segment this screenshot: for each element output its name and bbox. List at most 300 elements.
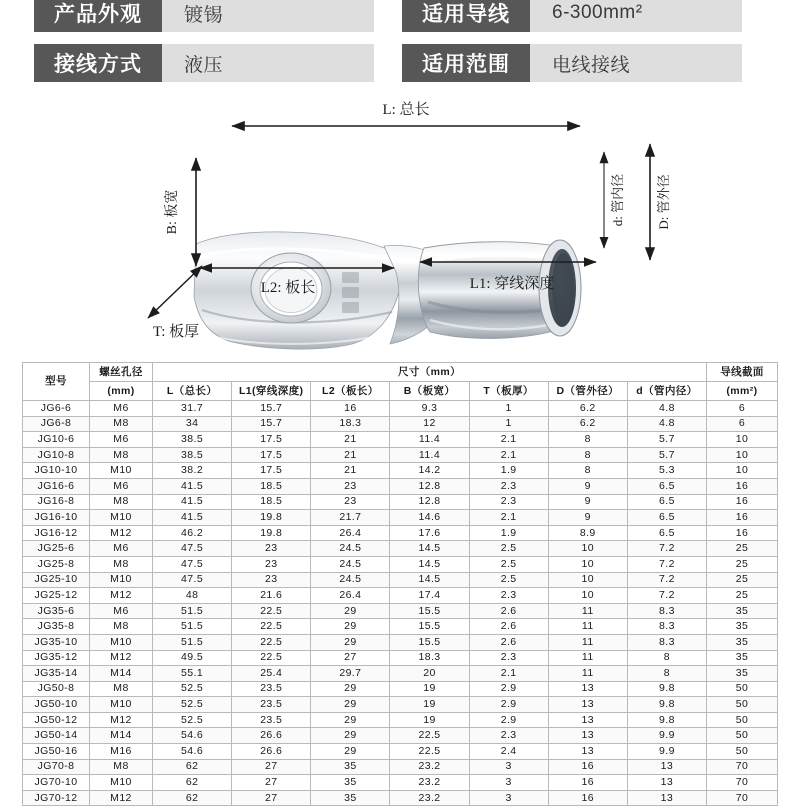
cell-section: 35 xyxy=(707,650,778,666)
cell-T: 2.4 xyxy=(469,744,548,760)
cell-L: 52.5 xyxy=(153,697,232,713)
table-row xyxy=(23,666,778,682)
cell-D: 11 xyxy=(548,650,627,666)
cell-T: 1 xyxy=(469,416,548,432)
cell-D: 11 xyxy=(548,603,627,619)
cell-L: 47.5 xyxy=(153,541,232,557)
cell-section: 50 xyxy=(707,744,778,760)
cell-d: 6.5 xyxy=(627,494,706,510)
cell-screw-hole: M12 xyxy=(90,650,153,666)
cell-D: 10 xyxy=(548,588,627,604)
table-row xyxy=(23,463,778,479)
cell-L: 49.5 xyxy=(153,650,232,666)
cell-T: 1 xyxy=(469,401,548,417)
cell-section: 50 xyxy=(707,681,778,697)
cell-model: JG16-6 xyxy=(23,478,90,494)
cell-D: 6.2 xyxy=(548,401,627,417)
cell-screw-hole: M16 xyxy=(90,744,153,760)
cell-B: 19 xyxy=(390,681,469,697)
spec-badge-key: 适用导线 xyxy=(402,0,530,32)
cell-screw-hole: M6 xyxy=(90,401,153,417)
cell-L: 46.2 xyxy=(153,525,232,541)
cell-section: 6 xyxy=(707,416,778,432)
cell-L: 62 xyxy=(153,790,232,806)
cell-model: JG35-6 xyxy=(23,603,90,619)
cell-B: 22.5 xyxy=(390,744,469,760)
cell-section: 25 xyxy=(707,588,778,604)
table-head-row-1 xyxy=(23,363,778,382)
cell-model: JG16-10 xyxy=(23,510,90,526)
cell-L2: 35 xyxy=(311,790,390,806)
cell-L: 62 xyxy=(153,759,232,775)
cell-L: 38.5 xyxy=(153,447,232,463)
dimension-total-length xyxy=(232,101,580,126)
cell-D: 11 xyxy=(548,619,627,635)
spec-badge xyxy=(402,44,742,82)
cell-D: 10 xyxy=(548,572,627,588)
cell-section: 70 xyxy=(707,759,778,775)
cell-section: 35 xyxy=(707,619,778,635)
cell-L1: 27 xyxy=(232,759,311,775)
cell-screw-hole: M10 xyxy=(90,463,153,479)
cell-section: 25 xyxy=(707,556,778,572)
product-diagram xyxy=(0,96,800,354)
table-row xyxy=(23,556,778,572)
dimension-plate-width xyxy=(163,158,196,266)
cell-B: 17.4 xyxy=(390,588,469,604)
cell-model: JG35-12 xyxy=(23,650,90,666)
cell-L: 31.7 xyxy=(153,401,232,417)
cell-section: 10 xyxy=(707,432,778,448)
cell-B: 15.5 xyxy=(390,619,469,635)
cell-model: JG50-16 xyxy=(23,744,90,760)
spec-badge-value: 6-300mm² xyxy=(530,0,742,32)
cell-L: 55.1 xyxy=(153,666,232,682)
cell-d: 4.8 xyxy=(627,401,706,417)
cell-D: 16 xyxy=(548,775,627,791)
cell-L1: 23 xyxy=(232,572,311,588)
cell-model: JG50-10 xyxy=(23,697,90,713)
cell-T: 2.9 xyxy=(469,697,548,713)
cell-L1: 15.7 xyxy=(232,401,311,417)
col-header-T: T（板厚） xyxy=(469,382,548,401)
cell-d: 9.8 xyxy=(627,697,706,713)
col-header-d: d（管内径） xyxy=(627,382,706,401)
cell-L: 51.5 xyxy=(153,603,232,619)
cell-d: 7.2 xyxy=(627,541,706,557)
cell-screw-hole: M8 xyxy=(90,759,153,775)
cell-section: 50 xyxy=(707,728,778,744)
spec-badge-value: 电线接线 xyxy=(530,44,742,82)
cell-d: 13 xyxy=(627,790,706,806)
col-header-L2: L2（板长） xyxy=(311,382,390,401)
cell-T: 2.6 xyxy=(469,619,548,635)
cell-d: 6.5 xyxy=(627,510,706,526)
cell-model: JG70-12 xyxy=(23,790,90,806)
cell-screw-hole: M14 xyxy=(90,666,153,682)
cell-T: 2.9 xyxy=(469,712,548,728)
label-wire-depth: L1: 穿线深度 xyxy=(469,276,555,292)
table-row xyxy=(23,650,778,666)
cell-d: 8 xyxy=(627,666,706,682)
cell-section: 10 xyxy=(707,463,778,479)
cell-section: 16 xyxy=(707,478,778,494)
cell-B: 14.5 xyxy=(390,556,469,572)
cell-screw-hole: M8 xyxy=(90,494,153,510)
cell-T: 2.5 xyxy=(469,572,548,588)
cell-L1: 23.5 xyxy=(232,697,311,713)
cell-B: 14.5 xyxy=(390,541,469,557)
cell-B: 22.5 xyxy=(390,728,469,744)
cell-L: 54.6 xyxy=(153,728,232,744)
cell-D: 8 xyxy=(548,463,627,479)
cell-d: 7.2 xyxy=(627,556,706,572)
col-header-D: D（管外径） xyxy=(548,382,627,401)
cell-d: 13 xyxy=(627,775,706,791)
cell-model: JG6-6 xyxy=(23,401,90,417)
cell-L: 41.5 xyxy=(153,494,232,510)
cell-d: 8.3 xyxy=(627,603,706,619)
table-row xyxy=(23,401,778,417)
cell-D: 13 xyxy=(548,712,627,728)
cell-D: 13 xyxy=(548,728,627,744)
cell-model: JG50-14 xyxy=(23,728,90,744)
cell-screw-hole: M8 xyxy=(90,447,153,463)
cell-T: 2.3 xyxy=(469,478,548,494)
cell-section: 35 xyxy=(707,666,778,682)
table-row xyxy=(23,790,778,806)
cell-B: 14.6 xyxy=(390,510,469,526)
cell-L1: 23 xyxy=(232,541,311,557)
col-header-L1: L1(穿线深度) xyxy=(232,382,311,401)
cell-T: 1.9 xyxy=(469,463,548,479)
spec-badge-key: 适用范围 xyxy=(402,44,530,82)
cell-T: 1.9 xyxy=(469,525,548,541)
cell-L2: 29.7 xyxy=(311,666,390,682)
cell-B: 15.5 xyxy=(390,603,469,619)
cell-D: 13 xyxy=(548,744,627,760)
cell-L: 62 xyxy=(153,775,232,791)
cell-T: 2.3 xyxy=(469,650,548,666)
cell-D: 6.2 xyxy=(548,416,627,432)
cell-L1: 23 xyxy=(232,556,311,572)
cell-B: 19 xyxy=(390,712,469,728)
cell-model: JG50-12 xyxy=(23,712,90,728)
cell-model: JG35-10 xyxy=(23,634,90,650)
cell-section: 70 xyxy=(707,775,778,791)
cell-screw-hole: M8 xyxy=(90,556,153,572)
cell-model: JG10-6 xyxy=(23,432,90,448)
cell-D: 8 xyxy=(548,432,627,448)
cell-d: 6.5 xyxy=(627,478,706,494)
table-head xyxy=(23,363,778,401)
cell-L: 47.5 xyxy=(153,556,232,572)
cell-d: 5.3 xyxy=(627,463,706,479)
table-row xyxy=(23,510,778,526)
cell-L2: 24.5 xyxy=(311,556,390,572)
table-row xyxy=(23,712,778,728)
table-head-row-2 xyxy=(23,382,778,401)
cell-L2: 26.4 xyxy=(311,525,390,541)
cell-L2: 23 xyxy=(311,478,390,494)
cell-B: 23.2 xyxy=(390,759,469,775)
cell-T: 2.5 xyxy=(469,556,548,572)
table-row xyxy=(23,572,778,588)
label-plate-length: L2: 板长 xyxy=(260,280,316,296)
cell-L1: 17.5 xyxy=(232,463,311,479)
cell-D: 16 xyxy=(548,790,627,806)
table-row xyxy=(23,494,778,510)
cell-L1: 18.5 xyxy=(232,494,311,510)
cell-L1: 23.5 xyxy=(232,681,311,697)
table-row xyxy=(23,416,778,432)
cell-L2: 21 xyxy=(311,447,390,463)
cell-D: 11 xyxy=(548,634,627,650)
col-header-L: L（总长） xyxy=(153,382,232,401)
cell-T: 2.6 xyxy=(469,634,548,650)
cell-screw-hole: M6 xyxy=(90,478,153,494)
cell-L: 34 xyxy=(153,416,232,432)
cell-L2: 29 xyxy=(311,603,390,619)
cell-L: 48 xyxy=(153,588,232,604)
cell-model: JG70-8 xyxy=(23,759,90,775)
table-row xyxy=(23,619,778,635)
table-row xyxy=(23,728,778,744)
cell-T: 3 xyxy=(469,775,548,791)
cell-model: JG25-12 xyxy=(23,588,90,604)
cell-model: JG16-12 xyxy=(23,525,90,541)
cell-L2: 23 xyxy=(311,494,390,510)
cell-d: 8.3 xyxy=(627,619,706,635)
cell-d: 7.2 xyxy=(627,572,706,588)
cell-D: 8.9 xyxy=(548,525,627,541)
cell-screw-hole: M12 xyxy=(90,790,153,806)
cell-T: 2.3 xyxy=(469,728,548,744)
cell-D: 9 xyxy=(548,494,627,510)
cell-model: JG16-8 xyxy=(23,494,90,510)
cell-L1: 26.6 xyxy=(232,728,311,744)
cell-T: 2.3 xyxy=(469,494,548,510)
cell-L2: 27 xyxy=(311,650,390,666)
cell-L1: 17.5 xyxy=(232,432,311,448)
table-row xyxy=(23,525,778,541)
cell-T: 2.1 xyxy=(469,666,548,682)
table-row xyxy=(23,744,778,760)
cell-L2: 29 xyxy=(311,681,390,697)
cell-screw-hole: M10 xyxy=(90,634,153,650)
table-row xyxy=(23,759,778,775)
cell-section: 70 xyxy=(707,790,778,806)
cell-D: 13 xyxy=(548,681,627,697)
cell-screw-hole: M10 xyxy=(90,510,153,526)
dimension-outer-diameter xyxy=(650,144,671,260)
cell-d: 8 xyxy=(627,650,706,666)
spec-badge-key: 产品外观 xyxy=(34,0,162,32)
cell-section: 6 xyxy=(707,401,778,417)
cell-L1: 22.5 xyxy=(232,603,311,619)
cell-D: 8 xyxy=(548,447,627,463)
cell-model: JG35-8 xyxy=(23,619,90,635)
cell-L2: 35 xyxy=(311,775,390,791)
cell-model: JG25-6 xyxy=(23,541,90,557)
cell-section: 25 xyxy=(707,572,778,588)
cell-B: 15.5 xyxy=(390,634,469,650)
cell-L1: 19.8 xyxy=(232,525,311,541)
cell-model: JG10-8 xyxy=(23,447,90,463)
cell-d: 9.8 xyxy=(627,681,706,697)
cell-T: 3 xyxy=(469,759,548,775)
spec-badge xyxy=(34,0,374,32)
cell-screw-hole: M10 xyxy=(90,697,153,713)
cell-d: 9.8 xyxy=(627,712,706,728)
col-header-screw-hole: 螺丝孔径 xyxy=(90,363,153,382)
spec-badge xyxy=(34,44,374,82)
cell-D: 11 xyxy=(548,666,627,682)
cell-model: JG6-8 xyxy=(23,416,90,432)
cell-model: JG50-8 xyxy=(23,681,90,697)
spec-badge-row xyxy=(0,0,800,32)
cell-L1: 27 xyxy=(232,775,311,791)
spec-badge-row xyxy=(0,44,800,82)
cell-L2: 24.5 xyxy=(311,572,390,588)
cell-D: 10 xyxy=(548,541,627,557)
table-row xyxy=(23,681,778,697)
cell-L: 52.5 xyxy=(153,681,232,697)
spec-badge xyxy=(402,0,742,32)
cell-L1: 27 xyxy=(232,790,311,806)
cell-D: 9 xyxy=(548,478,627,494)
cell-T: 2.3 xyxy=(469,588,548,604)
cell-L2: 16 xyxy=(311,401,390,417)
cell-B: 17.6 xyxy=(390,525,469,541)
cell-L2: 35 xyxy=(311,759,390,775)
cell-B: 9.3 xyxy=(390,401,469,417)
cell-model: JG70-10 xyxy=(23,775,90,791)
dimension-inner-diameter xyxy=(604,152,625,248)
cell-section: 50 xyxy=(707,697,778,713)
cell-B: 14.2 xyxy=(390,463,469,479)
specification-table xyxy=(22,362,778,806)
cell-d: 13 xyxy=(627,759,706,775)
cell-T: 2.9 xyxy=(469,681,548,697)
cell-L1: 23.5 xyxy=(232,712,311,728)
cell-L1: 22.5 xyxy=(232,619,311,635)
cell-L1: 25.4 xyxy=(232,666,311,682)
table-row xyxy=(23,478,778,494)
cell-d: 5.7 xyxy=(627,432,706,448)
cell-model: JG25-8 xyxy=(23,556,90,572)
cell-L1: 21.6 xyxy=(232,588,311,604)
cell-L: 51.5 xyxy=(153,619,232,635)
cell-L2: 21.7 xyxy=(311,510,390,526)
cell-B: 19 xyxy=(390,697,469,713)
table-row xyxy=(23,697,778,713)
label-total-length: L: 总长 xyxy=(382,102,430,118)
cell-screw-hole: M12 xyxy=(90,588,153,604)
cell-d: 8.3 xyxy=(627,634,706,650)
cell-L2: 29 xyxy=(311,619,390,635)
cell-T: 2.1 xyxy=(469,447,548,463)
cell-L2: 29 xyxy=(311,697,390,713)
cell-section: 50 xyxy=(707,712,778,728)
cell-L2: 29 xyxy=(311,744,390,760)
cell-T: 2.6 xyxy=(469,603,548,619)
spec-badges-panel xyxy=(0,0,800,92)
cell-d: 9.9 xyxy=(627,744,706,760)
cell-d: 4.8 xyxy=(627,416,706,432)
table-body xyxy=(23,401,778,806)
cell-screw-hole: M10 xyxy=(90,775,153,791)
spec-table-container xyxy=(22,362,778,806)
col-header-screw-hole-unit: (mm) xyxy=(90,382,153,401)
table-row xyxy=(23,447,778,463)
cell-B: 11.4 xyxy=(390,447,469,463)
cell-section: 35 xyxy=(707,634,778,650)
cell-B: 23.2 xyxy=(390,775,469,791)
cell-D: 13 xyxy=(548,697,627,713)
cell-section: 35 xyxy=(707,603,778,619)
dimension-plate-thickness xyxy=(148,266,202,340)
cell-D: 9 xyxy=(548,510,627,526)
cell-L1: 17.5 xyxy=(232,447,311,463)
label-outer-diameter: D: 管外径 xyxy=(656,174,671,230)
cell-d: 5.7 xyxy=(627,447,706,463)
table-row xyxy=(23,588,778,604)
cell-d: 6.5 xyxy=(627,525,706,541)
table-row xyxy=(23,634,778,650)
cell-model: JG35-14 xyxy=(23,666,90,682)
spec-badge-key: 接线方式 xyxy=(34,44,162,82)
cell-screw-hole: M6 xyxy=(90,541,153,557)
cell-L: 52.5 xyxy=(153,712,232,728)
cell-B: 12.8 xyxy=(390,494,469,510)
cell-L2: 24.5 xyxy=(311,541,390,557)
col-header-B: B（板宽） xyxy=(390,382,469,401)
cell-L: 54.6 xyxy=(153,744,232,760)
cell-screw-hole: M8 xyxy=(90,416,153,432)
cell-B: 12.8 xyxy=(390,478,469,494)
cell-screw-hole: M8 xyxy=(90,619,153,635)
cell-section: 16 xyxy=(707,494,778,510)
cell-B: 20 xyxy=(390,666,469,682)
cell-B: 11.4 xyxy=(390,432,469,448)
cell-L2: 18.3 xyxy=(311,416,390,432)
cell-section: 16 xyxy=(707,525,778,541)
cell-T: 3 xyxy=(469,790,548,806)
cell-L1: 19.8 xyxy=(232,510,311,526)
cell-L: 41.5 xyxy=(153,510,232,526)
cell-section: 10 xyxy=(707,447,778,463)
cell-d: 7.2 xyxy=(627,588,706,604)
cell-L2: 26.4 xyxy=(311,588,390,604)
cell-screw-hole: M12 xyxy=(90,712,153,728)
cell-L1: 26.6 xyxy=(232,744,311,760)
table-row xyxy=(23,541,778,557)
spec-badge-value: 镀锡 xyxy=(162,0,374,32)
spec-badge-value: 液压 xyxy=(162,44,374,82)
cell-screw-hole: M8 xyxy=(90,681,153,697)
cell-L1: 15.7 xyxy=(232,416,311,432)
cell-L2: 29 xyxy=(311,634,390,650)
cell-section: 25 xyxy=(707,541,778,557)
cell-D: 16 xyxy=(548,759,627,775)
cell-model: JG10-10 xyxy=(23,463,90,479)
table-row xyxy=(23,432,778,448)
cell-D: 10 xyxy=(548,556,627,572)
col-header-model: 型号 xyxy=(23,363,90,401)
cell-T: 2.1 xyxy=(469,432,548,448)
cell-L: 41.5 xyxy=(153,478,232,494)
